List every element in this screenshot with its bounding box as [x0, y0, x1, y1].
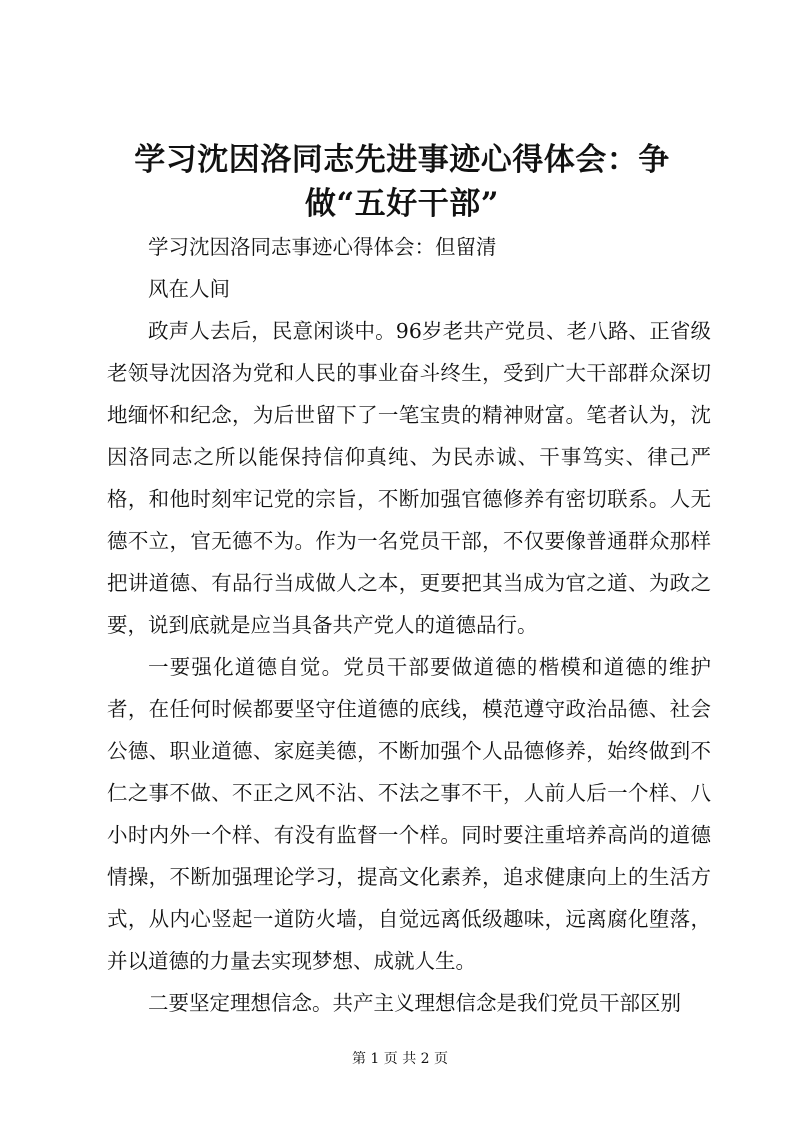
subtitle-line-2: 风在人间 [148, 277, 230, 301]
paragraph-1: 政声人去后，民意闲谈中。96岁老共产党员、老八路、正省级老领导沈因洛为党和人民的事业奋斗终生，受到广大干部群众深切地缅怀和纪念，为后世留下了一笔宝贵的精神财富。笔者认为，沈因洛同志之所以能保持信仰真纯、为民赤诚、干事笃实、律己严格，和他时刻牢记党的宗旨，不断加强官德修养有密切联系。人无德不立，官无德不为。作为一名党员干部，不仅要像普通群众那样把讲道德、有品行当成做人之本，更要把其当成为官之道、为政之要，说到底就是应当具备共产党人的道德品行。 [107, 319, 711, 637]
subtitle-line-1: 学习沈因洛同志事迹心得体会：但留清 [148, 235, 497, 259]
document-title: 学习沈因洛同志先进事迹心得体会：争做“五好干部” [134, 142, 670, 222]
document-body [107, 226, 711, 1024]
page-number-footer: 第 1 页 共 2 页 [351, 1051, 449, 1067]
paragraph-3: 二要坚定理想信念。共产主义理想信念是我们党员干部区别 [148, 991, 681, 1015]
paragraph-2: 一要强化道德自觉。党员干部要做道德的楷模和道德的维护者，在任何时候都要坚守住道德的底线，模范遵守政治品德、社会公德、职业道德、家庭美德，不断加强个人品德修养，始终做到不仁之事不做、不正之风不沾、不法之事不干，人前人后一个样、八小时内外一个样、有没有监督一个样。同时要注重培养高尚的道德情操，不断加强理论学习，提高文化素养，追求健康向上的生活方式，从内心竖起一道防火墙，自觉远离低级趣味，远离腐化堕落，并以道德的力量去实现梦想、成就人生。 [107, 655, 711, 973]
